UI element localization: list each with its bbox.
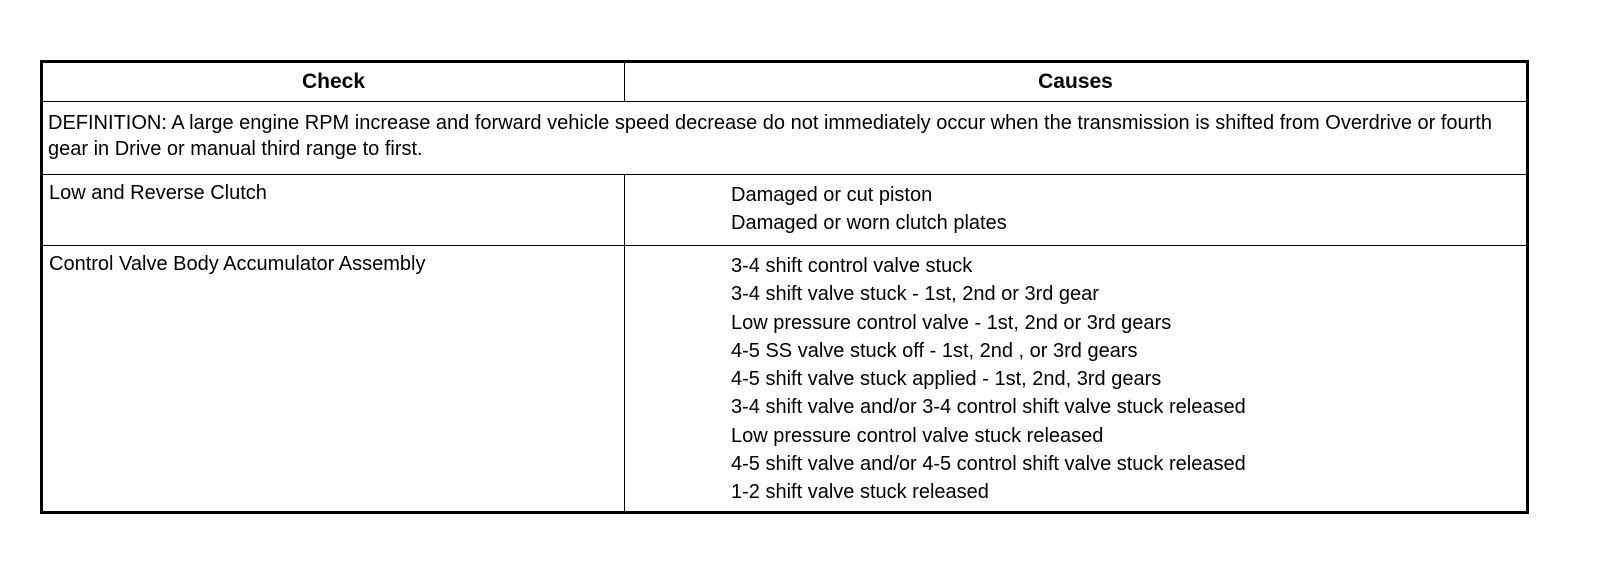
cause-item: 4-5 shift valve and/or 4-5 control shift valve stuck released [731,453,1246,476]
cause-item: Low pressure control valve - 1st, 2nd or 3rd gears [731,311,1172,334]
causes-column-header: Causes [625,62,1528,102]
check-cell: Low and Reverse Clutch [42,175,625,246]
cause-item: 3-4 shift valve stuck - 1st, 2nd or 3rd gear [731,283,1099,306]
cause-item: Low pressure control valve stuck released [731,424,1104,447]
causes-list [731,252,1522,507]
check-cell: Control Valve Body Accumulator Assembly [42,246,625,513]
cause-item: 3-4 shift valve and/or 3-4 control shift valve stuck released [731,396,1246,419]
cause-item: 1-2 shift valve stuck released [731,481,989,504]
table-row [42,246,1528,513]
causes-cell [625,246,1528,513]
check-column-header: Check [42,62,625,102]
cause-item: 4-5 SS valve stuck off - 1st, 2nd , or 3rd gears [731,339,1138,362]
diagnostic-table [40,60,1529,514]
causes-cell [625,175,1528,246]
causes-list [731,181,1522,238]
cause-item: 4-5 shift valve stuck applied - 1st, 2nd, 3rd gears [731,368,1162,391]
definition-row [42,102,1528,175]
cause-item: 3-4 shift control valve stuck [731,255,973,277]
header-row [42,62,1528,102]
cause-item: Damaged or worn clutch plates [731,212,1007,235]
cause-item: Damaged or cut piston [731,184,933,206]
table-row [42,175,1528,246]
definition-text: DEFINITION: A large engine RPM increase and forward vehicle speed decrease do not immediately occur when the transmission is shifted from Overdrive or fourth gear in Drive or manual third range to first. [42,102,1528,175]
